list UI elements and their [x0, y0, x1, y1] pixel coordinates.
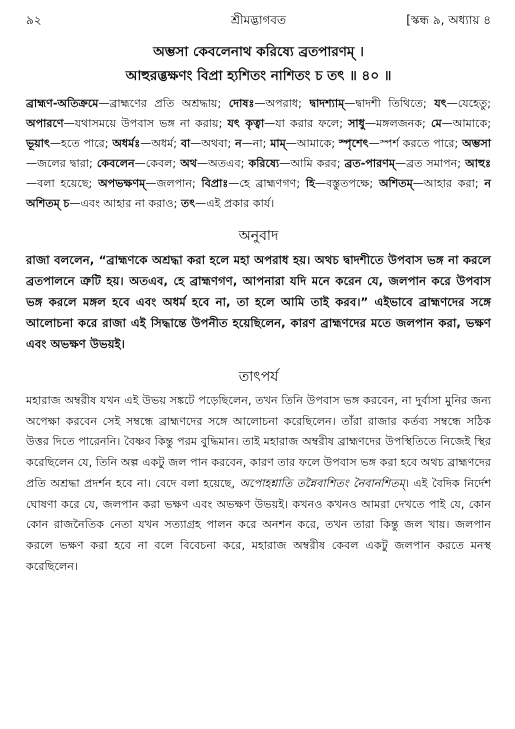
- synonym-meaning: —বলা হয়েছে;: [26, 177, 99, 190]
- synonym-term: অপভক্ষণম্: [98, 177, 146, 190]
- translation-heading: অনুবাদ: [238, 228, 279, 244]
- purport-text-part-1: মহারাজ অম্বরীষ যখন এই উভয় সঙ্কটে পড়েছিলেন, তখন তিনি উপবাস ভঙ্গ করবেন, না দুর্বাসা মুনির জন্য অপেক্ষা করবেন সেই সম্বন্ধে ব্রাহ্মণদের সঙ্গে আলোচনা করেছিলেন। তাঁরা রাজার কর্তব্য সম্বন্ধে সঠিক উত্তর দিতে পারেননি। বৈষ্ণব কিন্তু পরম বুদ্ধিমান। তাই মহারাজ অম্বরীষ ব্রাহ্মণদের উপস্থিতিতে নিজেই স্থির করেছিলেন যে, তিনি অল্প একটু জল পান করবেন, কারণ তার ফলে উপবাস ভঙ্গ করা হবে অথচ ব্রাহ্মণদের প্রতি অশ্রদ্ধা প্রদর্শন হবে না। বেদে বলা হয়েছে,: [26, 394, 491, 490]
- vedic-quote: অপোহশ্নাতি তন্নৈবাশিতং নৈবানশিতম্: [239, 476, 405, 490]
- purport-text-part-2: । এই বৈদিক নির্দেশ ঘোষণা করে যে, জলপান করা ভক্ষণ এবং অভক্ষণ উভয়ই। কখনও কখনও আমরা দেখতে পাই যে, কোন কোন রাজনৈতিক নেতা যখন সত্যাগ্রহ পালন করে অনশন করে, তখন তারা কিন্তু জল খায়। জলপান করলে ভক্ষণ করা হবে না বলে বিবেচনা করে, মহারাজ অম্বরীষ কেবল একটু জলপান করতে মনস্থ করেছিলেন।: [26, 476, 492, 573]
- synonym-term: বা: [180, 137, 191, 150]
- synonym-meaning: —যথাসময়ে উপবাস ভঙ্গ না করায়;: [63, 117, 228, 130]
- synonym-meaning: —দ্বাদশী তিথিতে;: [344, 97, 435, 110]
- synonym-term: সাধু: [348, 117, 365, 130]
- synonym-term: অম্ভসা: [462, 137, 492, 150]
- synonym-meaning: —হে ব্রাহ্মণগণ;: [228, 177, 306, 190]
- synonym-term: দোষঃ: [228, 97, 255, 110]
- synonym-term: ব্রাহ্মণ-অতিক্রমে: [26, 97, 99, 110]
- synonym-meaning: —ব্রত সমাপন;: [395, 157, 466, 170]
- synonym-term: ন অশিতম্: [26, 177, 492, 210]
- synonym-term: অধর্মঃ: [112, 137, 141, 150]
- synonym-meaning: —এই প্রকার কার্য।: [195, 197, 275, 210]
- synonym-term: অপারণে: [26, 117, 64, 130]
- synonym-meaning: —আহার করা;: [412, 177, 485, 190]
- synonym-term: বিপ্রাঃ: [201, 177, 229, 190]
- synonym-term: যৎ: [434, 97, 447, 110]
- synonym-meaning: —অপরাধ;: [254, 97, 310, 110]
- synonym-term: অশিতম্: [378, 177, 413, 190]
- synonym-meaning: —হতে পারে;: [49, 137, 113, 150]
- purport-text: [26, 391, 491, 577]
- synonym-term: ন: [235, 137, 242, 150]
- synonym-meaning: —অধর্ম;: [140, 137, 181, 150]
- synonym-meaning: —বস্তুতপক্ষে;: [314, 177, 379, 190]
- chapter-reference: [স্কন্ধ ৯, অধ্যায় ৪: [406, 13, 491, 27]
- synonyms-paragraph: [26, 94, 491, 214]
- book-title: শ্রীমদ্ভাগবত: [230, 13, 286, 27]
- synonym-term: ব্রত-পারণম্: [344, 157, 396, 170]
- synonym-term: আহুঃ: [465, 157, 492, 170]
- synonym-term: করিষ্যে: [248, 157, 280, 170]
- synonym-meaning: —অতএব;: [197, 157, 249, 170]
- synonym-term: যৎ কৃত্বা: [227, 117, 265, 130]
- synonym-meaning: —না;: [241, 137, 271, 150]
- synonym-term: চ: [63, 197, 70, 210]
- synonym-term: অথ: [180, 157, 197, 170]
- verse-line-2: আহুরব্ভক্ষণং বিপ্রা হ্যশিতং নাশিতং চ তৎ ॥ ৪০ ॥: [125, 68, 392, 84]
- synonym-meaning: —জলের দ্বারা;: [26, 157, 97, 170]
- verse-line-1: অম্ভসা কেবলেনাথ করিষ্যে ব্রতপারণম্ ।: [153, 44, 364, 60]
- translation-text: রাজা বললেন, “ব্রাহ্মণকে অশ্রদ্ধা করা হলে মহা অপরাধ হয়। অথচ দ্বাদশীতে উপবাস ভঙ্গ না করলে ব্রতপালনে ত্রুটি হয়। অতএব, হে ব্রাহ্মণগণ, আপনারা যদি মনে করেন যে, জলপান করে উপবাস ভঙ্গ করলে মঙ্গল হবে এবং অধর্ম হবে না, তা হলে আমি তাই করব।” এইভাবে ব্রাহ্মণদের সঙ্গে আলোচনা করে রাজা এই সিদ্ধান্তে উপনীত হয়েছিলেন, কারণ ব্রাহ্মণদের মতে জলপান করা, ভক্ষণ এবং অভক্ষণ উভয়ই।: [26, 253, 491, 351]
- synonym-term: হি: [305, 177, 315, 190]
- synonym-term: ভূয়াৎ: [26, 137, 50, 150]
- synonym-meaning: —আমাকে;: [441, 117, 491, 130]
- synonym-meaning: —যা করার ফলে;: [264, 117, 349, 130]
- synonym-term: মে: [430, 117, 442, 130]
- page-header: [26, 8, 491, 30]
- synonym-meaning: —অথবা;: [190, 137, 236, 150]
- synonym-meaning: —ব্রাহ্মণের প্রতি অশ্রদ্ধায়;: [98, 97, 229, 110]
- synonym-term: দ্বাদশ্যাম্: [309, 97, 345, 110]
- synonym-meaning: —এবং আহার না করাও;: [69, 197, 181, 210]
- synonym-term: তৎ: [180, 197, 196, 210]
- purport-heading: তাৎপর্য: [238, 369, 279, 385]
- synonym-meaning: —জলপান;: [145, 177, 202, 190]
- verse-text: [26, 40, 491, 88]
- synonym-meaning: —আমাকে;: [285, 137, 339, 150]
- synonym-meaning: —যেহেতু;: [446, 97, 491, 110]
- synonym-meaning: —মঙ্গলজনক;: [364, 117, 431, 130]
- synonym-term: মাম্: [270, 137, 286, 150]
- synonym-meaning: —আমি করব;: [279, 157, 345, 170]
- synonym-term: কেবলেন: [96, 157, 135, 170]
- synonym-term: স্পৃশেৎ: [338, 137, 369, 150]
- synonym-meaning: —স্পর্শ করতে পারে;: [368, 137, 463, 150]
- page-number: ৯২: [26, 13, 42, 27]
- synonym-meaning: —কেবল;: [134, 157, 181, 170]
